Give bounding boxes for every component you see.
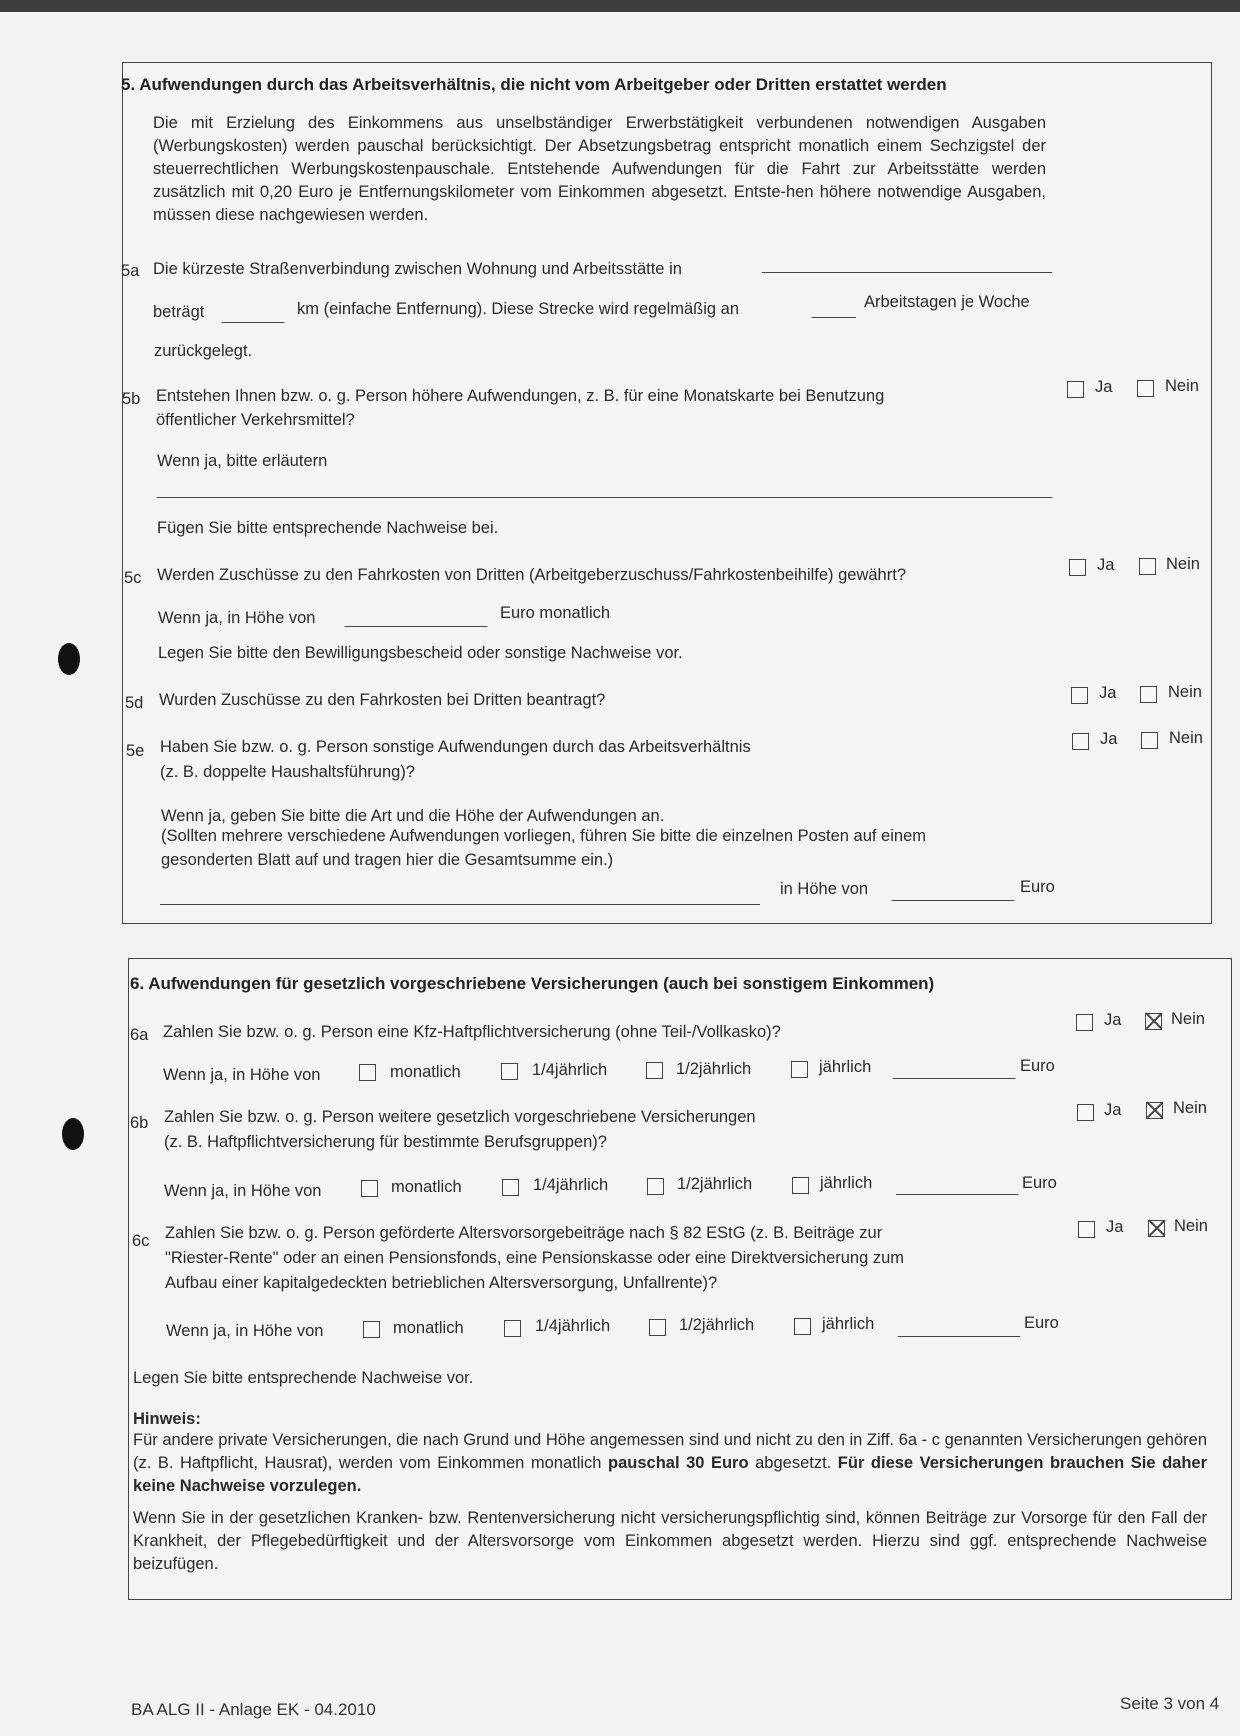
q5c-ifyes-text: Wenn ja, in Höhe von — [158, 609, 316, 627]
q5a-text-betraegt: beträgt — [153, 303, 205, 321]
q6a-quarterly-label: 1/4jährlich — [532, 1061, 608, 1079]
q5e-ifyes-line1: Wenn ja, geben Sie bitte die Art und die Höhe der Aufwendungen an. — [161, 807, 665, 825]
q6a-no-label: Nein — [1171, 1010, 1205, 1028]
q5b-yes-label: Ja — [1095, 378, 1113, 396]
q5c-yes-checkbox[interactable] — [1069, 559, 1086, 576]
q6c-monthly-checkbox[interactable] — [363, 1321, 380, 1338]
q6c-text-line1: Zahlen Sie bzw. o. g. Person geförderte Altersvorsorgebeiträge nach § 82 EStG (z. B. Beiträge zur — [165, 1224, 883, 1242]
q5e-ifyes-line3: gesonderten Blatt auf und tragen hier die Gesamtsumme ein.) — [161, 851, 614, 869]
section-5-intro: Die mit Erzielung des Einkommens aus unselbständiger Erwerbstätigkeit verbundenen notwendigen Ausgaben (Werbungskosten) werden pauschal berücksichtigt. Der Absetzungsbetrag entspricht monatlich einem Sechzigstel der steuerrechtlichen Werbungskostenpauschale. Entstehende Aufwendungen für die Fahrt zur Arbeitsstätte werden zusätzlich mit 0,20 Euro je Entfernungskilometer vom Einkommen abgesetzt. Entste-hen höhere notwendige Ausgaben, müssen diese nachgewiesen werden. — [153, 114, 1046, 224]
q6a-monthly-checkbox[interactable] — [359, 1064, 376, 1081]
q6b-no-label: Nein — [1173, 1099, 1207, 1117]
q6c-unit: Euro — [1024, 1314, 1059, 1332]
q5a-days-field[interactable] — [812, 317, 856, 318]
q6c-yearly-label: jährlich — [822, 1315, 875, 1333]
q5d-no-checkbox[interactable] — [1140, 686, 1157, 703]
q6b-yearly-checkbox[interactable] — [792, 1177, 809, 1194]
q5e-ifyes-line2: (Sollten mehrere verschiedene Aufwendungen vorliegen, führen Sie bitte die einzelnen Posten auf einem — [161, 827, 926, 845]
q5a-number: 5a — [121, 262, 140, 280]
q6b-yes-checkbox[interactable] — [1077, 1104, 1094, 1121]
q5c-yes-label: Ja — [1097, 556, 1115, 574]
q5a-km-field[interactable] — [222, 322, 284, 323]
q5b-text-line1: Entstehen Ihnen bzw. o. g. Person höhere Aufwendungen, z. B. für eine Monatskarte bei Benutzung — [156, 387, 885, 405]
q6a-unit: Euro — [1020, 1057, 1055, 1075]
q6b-quarterly-label: 1/4jährlich — [533, 1176, 609, 1194]
q6a-monthly-label: monatlich — [390, 1063, 461, 1081]
q6a-yearly-label: jährlich — [819, 1058, 872, 1076]
q6b-text-line2: (z. B. Haftpflichtversicherung für bestimmte Berufsgruppen)? — [164, 1133, 607, 1151]
q6b-yes-label: Ja — [1104, 1101, 1122, 1119]
punch-hole-top — [58, 643, 80, 675]
q5d-no-label: Nein — [1168, 683, 1202, 701]
q6c-quarterly-checkbox[interactable] — [504, 1320, 521, 1337]
section-5-heading: 5. Aufwendungen durch das Arbeitsverhältnis, die nicht vom Arbeitgeber oder Dritten erstattet werden — [121, 75, 947, 94]
footer-form-id: BA ALG II - Anlage EK - 04.2010 — [131, 1700, 376, 1719]
q6b-halfyear-checkbox[interactable] — [647, 1178, 664, 1195]
q6b-yearly-label: jährlich — [820, 1174, 873, 1192]
q5e-number: 5e — [126, 742, 145, 760]
q5c-amount-field[interactable] — [345, 626, 487, 627]
q6b-monthly-label: monatlich — [391, 1178, 462, 1196]
hint-title: Hinweis: — [133, 1410, 201, 1428]
q5c-no-checkbox[interactable] — [1139, 558, 1156, 575]
q6c-text-line2: "Riester-Rente" oder an einen Pensionsfonds, eine Pensionskasse oder eine Direktversicherung zum — [165, 1249, 905, 1267]
q5b-explain-field[interactable] — [157, 497, 1052, 498]
q5e-text-line2: (z. B. doppelte Haushaltsführung)? — [160, 763, 415, 781]
punch-hole-bottom — [62, 1118, 84, 1150]
q5a-place-field[interactable] — [762, 272, 1052, 273]
q5b-no-label: Nein — [1165, 377, 1199, 395]
q6b-text-line1: Zahlen Sie bzw. o. g. Person weitere gesetzlich vorgeschriebene Versicherungen — [164, 1108, 756, 1126]
q5e-amount-field[interactable] — [892, 900, 1014, 901]
q6c-halfyear-label: 1/2jährlich — [679, 1316, 755, 1334]
q6b-unit: Euro — [1022, 1174, 1057, 1192]
q6a-amount-field[interactable] — [893, 1078, 1015, 1079]
q6c-yes-checkbox[interactable] — [1078, 1221, 1095, 1238]
q6a-text: Zahlen Sie bzw. o. g. Person eine Kfz-Haftpflichtversicherung (ohne Teil-/Vollkasko)? — [163, 1023, 781, 1041]
q6a-quarterly-checkbox[interactable] — [501, 1063, 518, 1080]
q6c-number: 6c — [132, 1232, 150, 1250]
q5e-no-label: Nein — [1169, 729, 1203, 747]
q5e-text-line1: Haben Sie bzw. o. g. Person sonstige Aufwendungen durch das Arbeitsverhältnis — [160, 738, 751, 756]
q6c-yes-label: Ja — [1106, 1218, 1124, 1236]
q6b-no-checkbox[interactable] — [1146, 1102, 1163, 1119]
q6c-yearly-checkbox[interactable] — [794, 1318, 811, 1335]
q5c-text: Werden Zuschüsse zu den Fahrkosten von Dritten (Arbeitgeberzuschuss/Fahrkostenbeihilfe) gewährt? — [157, 566, 906, 584]
q6b-number: 6b — [130, 1114, 149, 1132]
q5c-unit: Euro monatlich — [500, 604, 611, 622]
hint-paragraph-1 — [133, 1429, 1207, 1498]
q5e-unit: Euro — [1020, 878, 1055, 896]
q5d-yes-label: Ja — [1099, 684, 1117, 702]
q6c-quarterly-label: 1/4jährlich — [535, 1317, 611, 1335]
q6b-halfyear-label: 1/2jährlich — [677, 1175, 753, 1193]
q5c-number: 5c — [124, 569, 142, 587]
q5e-no-checkbox[interactable] — [1141, 732, 1158, 749]
q5b-number: 5b — [122, 390, 141, 408]
q5b-ifyes-text: Wenn ja, bitte erläutern — [157, 452, 328, 470]
hint-p1-flat-rate: pauschal 30 Euro — [608, 1454, 749, 1472]
q6a-halfyear-checkbox[interactable] — [646, 1062, 663, 1079]
q6a-no-checkbox[interactable] — [1145, 1013, 1162, 1030]
q6a-yearly-checkbox[interactable] — [791, 1061, 808, 1078]
q6a-yes-checkbox[interactable] — [1076, 1014, 1093, 1031]
q6c-monthly-label: monatlich — [393, 1319, 464, 1337]
q6b-amount-field[interactable] — [896, 1194, 1018, 1195]
q5d-text: Wurden Zuschüsse zu den Fahrkosten bei Dritten beantragt? — [159, 691, 606, 709]
q5d-number: 5d — [125, 694, 144, 712]
q6a-yes-label: Ja — [1104, 1011, 1122, 1029]
q5e-amount-label: in Höhe von — [780, 880, 869, 898]
q6c-text-line3: Aufbau einer kapitalgedeckten betrieblichen Altersversorgung, Unfallrente)? — [165, 1274, 718, 1292]
q5a-text-km: km (einfache Entfernung). Diese Strecke wird regelmäßig an — [297, 300, 740, 318]
q5a-text-line3: zurückgelegt. — [154, 342, 253, 360]
q5b-no-checkbox[interactable] — [1137, 380, 1154, 397]
q5c-note: Legen Sie bitte den Bewilligungsbescheid oder sonstige Nachweise vor. — [158, 644, 683, 662]
q5c-no-label: Nein — [1166, 555, 1200, 573]
q6c-no-label: Nein — [1174, 1217, 1208, 1235]
q5a-text-days: Arbeitstagen je Woche — [864, 293, 1030, 311]
q6a-number: 6a — [130, 1026, 149, 1044]
q6c-no-checkbox[interactable] — [1148, 1220, 1165, 1237]
hint-paragraph-2: Wenn Sie in der gesetzlichen Kranken- bzw. Rentenversicherung nicht versicherungspflichtig sind, können Beiträge zur Vorsorge für den Fall der Krankheit, der Pflegebedürftigkeit und der Altersvorsorge vom Einkommen abgesetzt werden. Hierzu sind ggf. entsprechende Nachweise beizufügen. — [133, 1509, 1207, 1573]
q5e-yes-label: Ja — [1100, 730, 1118, 748]
q5b-yes-checkbox[interactable] — [1067, 381, 1084, 398]
hint-p1-text-c: abgesetzt. — [755, 1454, 832, 1472]
hint-p1-text-a: Für andere private Versicherungen, die nach Grund und Höhe angemessen sind und nicht zu den in Ziff. 6a - c genannten Versicherungen gehören (z. B. Haftpflicht, Hausrat), werden vom Einkommen monatlich — [133, 1431, 1207, 1472]
q5e-yes-checkbox[interactable] — [1072, 733, 1089, 750]
q6a-halfyear-label: 1/2jährlich — [676, 1060, 752, 1078]
q5b-attach-note: Fügen Sie bitte entsprechende Nachweise bei. — [157, 519, 499, 537]
q5d-yes-checkbox[interactable] — [1071, 687, 1088, 704]
q6b-monthly-checkbox[interactable] — [361, 1180, 378, 1197]
hint-p1-no-proof: Für diese Versicherungen brauchen Sie daher keine Nachweise vorzulegen. — [133, 1454, 1207, 1495]
q5b-text-line2: öffentlicher Verkehrsmittel? — [156, 411, 355, 429]
footer-page-number: Seite 3 von 4 — [1120, 1694, 1220, 1713]
q5e-type-field[interactable] — [160, 904, 760, 905]
q5a-text-line1: Die kürzeste Straßenverbindung zwischen Wohnung und Arbeitsstätte in — [153, 260, 682, 278]
q6c-amount-field[interactable] — [898, 1336, 1020, 1337]
q6b-quarterly-checkbox[interactable] — [502, 1179, 519, 1196]
section-6-heading: 6. Aufwendungen für gesetzlich vorgeschriebene Versicherungen (auch bei sonstigem Einkommen) — [130, 974, 935, 993]
scan-top-border — [0, 0, 1240, 12]
section-6-attach-note: Legen Sie bitte entsprechende Nachweise vor. — [133, 1369, 474, 1387]
q6a-ifyes-text: Wenn ja, in Höhe von — [163, 1066, 321, 1084]
q6c-halfyear-checkbox[interactable] — [649, 1319, 666, 1336]
q6b-ifyes-text: Wenn ja, in Höhe von — [164, 1182, 322, 1200]
q6c-ifyes-text: Wenn ja, in Höhe von — [166, 1322, 324, 1340]
